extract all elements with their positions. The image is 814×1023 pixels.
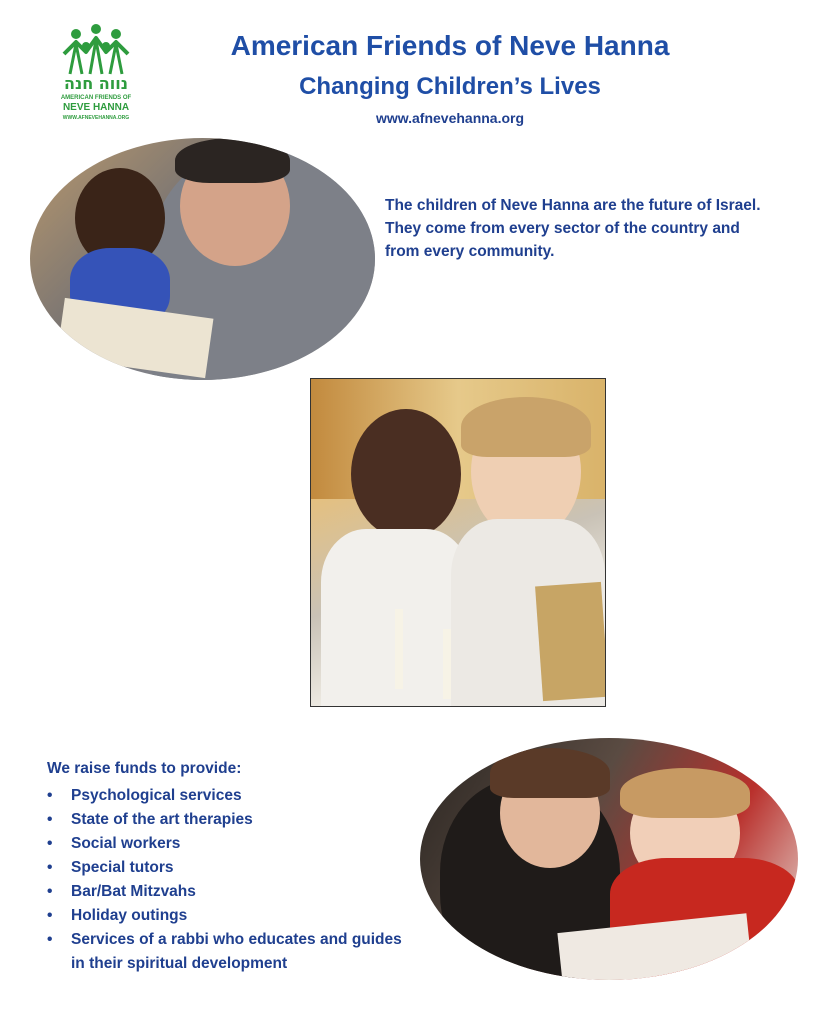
list-item: • Services of a rabbi who educates and guides in their spiritual development: [47, 928, 407, 976]
list-item: • Holiday outings: [47, 904, 407, 928]
list-item: • Bar/Bat Mitzvahs: [47, 880, 407, 904]
intro-text: The children of Neve Hanna are the future of Israel. They come from every sector of the country and from every community.: [385, 197, 761, 260]
logo-url: WWW.AFNEVEHANNA.ORG: [62, 115, 130, 121]
website-link[interactable]: www.afnevehanna.org: [375, 110, 525, 126]
photo-man-tutoring-child: [30, 138, 375, 380]
logo: [56, 24, 136, 124]
list-item: • Social workers: [47, 832, 407, 856]
page-title: American Friends of Neve Hanna: [230, 30, 670, 61]
logo-caption: AMERICAN FRIENDS OF: [60, 95, 132, 101]
funds-heading: We raise funds to provide:: [47, 760, 242, 777]
funds-list: [47, 784, 407, 976]
photo-woman-helping-girl: [420, 738, 798, 980]
logo-hebrew-text: נווה חנה: [63, 74, 129, 93]
list-item: • State of the art therapies: [47, 808, 407, 832]
page-subtitle: Changing Children’s Lives: [299, 73, 601, 100]
logo-name: NEVE HANNA: [62, 102, 130, 113]
list-item: • Special tutors: [47, 856, 407, 880]
people-logo-icon: [56, 24, 136, 76]
photo-girls-lighting-candles: [310, 378, 606, 707]
list-item: • Psychological services: [47, 784, 407, 808]
